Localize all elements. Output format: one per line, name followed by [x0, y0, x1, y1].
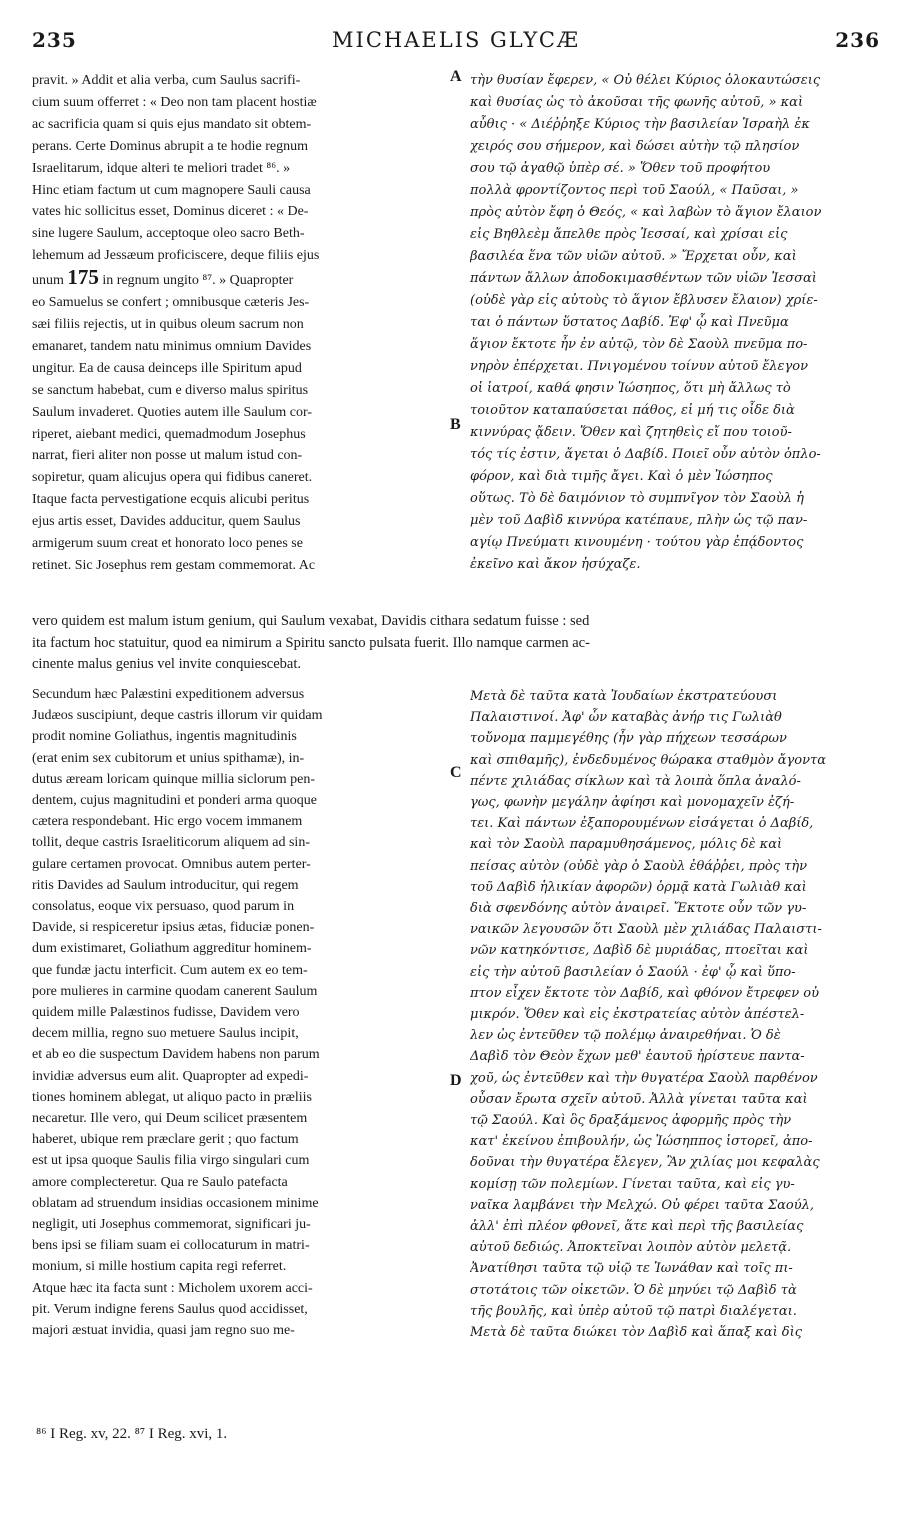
text-line: μικρόν. Ὅθεν καὶ εἰς ἐκστρατείας αὐτὸν ἀπέστελ-: [470, 1007, 805, 1023]
text-line: negligit, uti Josephus commemorat, significari ju-: [32, 1217, 311, 1233]
text-line: Israelitarum, idque alteri te meliori tradet ⁸⁶. »: [32, 160, 291, 176]
text-line: πέντε χιλιάδας σίκλων καὶ τὰ λοιπὰ ὅπλα ἀναλό-: [470, 773, 801, 789]
latin-column-2: [32, 684, 444, 1341]
text-line: τῷ Σαούλ. Καὶ ὃς δραξάμενος ἀφορμῆς πρὸς τὴν: [470, 1113, 792, 1129]
running-title: MICHAELIS GLYCÆ: [332, 28, 580, 52]
text-line: πρὸς αὐτὸν ἔφη ὁ Θεός, « καὶ λαβὼν τὸ ἅγιον ἔλαιον: [470, 205, 822, 220]
text-line: monium, si mille hostium capita regi referret.: [32, 1259, 287, 1275]
text-line: eo Samuelus se confert ; omnibusque cæteris Jes-: [32, 295, 310, 311]
text-line: εἰς τὴν αὐτοῦ βασιλείαν ὁ Σαούλ · ἐφ' ᾧ καὶ ὕπο-: [470, 964, 796, 980]
text-line: πτον εἶχεν ἔκτοτε τὸν Δαβίδ, καὶ φθόνον ἔτρεφεν οὐ: [470, 985, 819, 1001]
latin-column-1-rest: [32, 292, 444, 577]
text-line: νῶν κατηκόντισε, Δαβὶδ δὲ μυριάδας, πτοεῖται καὶ: [470, 943, 809, 959]
text-line: καὶ τὸν Σαοὺλ παραμυθησάμενος, μόλις δὲ καὶ: [470, 837, 783, 853]
text-line: στοτάτοις τῶν οἰκετῶν. Ὁ δὲ μηνύει τῷ Δαβὶδ τὰ: [470, 1282, 797, 1298]
text-line: [32, 267, 444, 292]
margin-marker-d: D: [450, 1072, 462, 1089]
text-line: ται ὁ πάντων ὕστατος Δαβίδ. Ἐφ' ᾧ καὶ Πνεῦμα: [470, 315, 789, 330]
text-line: τῆς βουλῆς, καὶ ὑπὲρ αὐτοῦ τῷ πατρὶ διαλέγεται.: [470, 1303, 797, 1319]
text-line: pravit. » Addit et alia verba, cum Saulus sacrifi-: [32, 73, 301, 88]
page-number-left: 235: [32, 28, 77, 52]
text-line: νηρὸν ἐπέρχεται. Πνιγομένου τοίνυν αὐτοῦ ἔλεγον: [470, 359, 809, 374]
text-fragment: in regnum ungito ⁸⁷. » Quapropter: [102, 273, 294, 289]
text-line: χειρός σου σήμερον, καὶ δώσει αὐτὴν τῷ πλησίον: [470, 139, 800, 154]
text-line: oblatam ad struendum insidias occasionem minime: [32, 1195, 319, 1211]
text-line: αὐτοῦ δεδιώς. Ἀποκτεῖναι λοιπὸν αὐτὸν μελετᾷ.: [470, 1240, 792, 1256]
text-line: dutus æream loricam quinque millia siclorum pen-: [32, 771, 316, 787]
text-line: ἀλλ' ἐπὶ πλέον φθονεῖ, ἅτε καὶ περὶ τῆς βασιλείας: [470, 1219, 804, 1235]
text-line: οἱ ἰατροί, καθά φησιν Ἰώσηπος, ὅτι μὴ ἄλλως τὸ: [470, 381, 791, 396]
text-line: Hinc etiam factum ut cum magnopere Sauli causa: [32, 182, 311, 198]
greek-column-1: [470, 70, 880, 576]
text-line: βασιλέα ἕνα τῶν υἱῶν αὐτοῦ. » Ἔρχεται οὖν, καὶ: [470, 249, 797, 264]
text-line: et ab eo die suspectum Davidem habens non parum: [32, 1047, 320, 1063]
text-line: pore mulieres in carmine quodam canerent Saulum: [32, 983, 318, 999]
text-line: Judæos suscipiunt, deque castris illorum vir quidam: [32, 708, 323, 724]
text-line: armigerum suum creat et honorato loco penes se: [32, 536, 303, 552]
text-fragment: unum: [32, 273, 64, 289]
text-line: δοῦναι τὴν θυγατέρα ἔλεγεν, Ἂν χιλίας μοι κεφαλὰς: [470, 1155, 820, 1171]
text-line: necaretur. Ille vero, qui Deum scilicet præsentem: [32, 1111, 308, 1127]
text-line: gulare certamen provocat. Omnibus autem perter-: [32, 856, 311, 872]
text-line: καὶ σπιθαμῆς), ἐνδεδυμένος θώρακα σταθμὸν ἄγοντα: [470, 752, 827, 768]
text-line: (οὐδὲ γὰρ εἰς αὐτοὺς τὸ ἅγιον ἔβλυσεν ἔλαιον) χρίε-: [470, 293, 818, 308]
text-line: ita factum hoc statuitur, quod ea nimirum a Spiritu sancto pulsata fuerit. Illo namque carmen ac-: [32, 634, 590, 651]
text-line: lehemum ad Jessæum proficiscere, deque filiis ejus: [32, 248, 320, 264]
footnotes: ⁸⁶ I Reg. xv, 22. ⁸⁷ I Reg. xvi, 1.: [36, 1426, 228, 1442]
page-number-right: 236: [835, 28, 880, 52]
text-line: bens ipsi se filiam suam ei collocaturum in matri-: [32, 1238, 310, 1254]
text-line: tiones hominem ablegat, ut aliquo pacto in præliis: [32, 1089, 312, 1105]
text-line: emanaret, tandem natu minimus omnium Davides: [32, 338, 312, 354]
text-line: vero quidem est malum istum genium, qui Saulum vexabat, Davidis cithara sedatum fuisse : sed: [32, 613, 590, 629]
text-line: οὕτως. Τὸ δὲ δαιμόνιον τὸ συμπνῖγον τὸν Σαοὺλ ἡ: [470, 491, 804, 506]
text-line: Μετὰ δὲ ταῦτα διώκει τὸν Δαβὶδ καὶ ἅπαξ καὶ δὶς: [470, 1325, 803, 1341]
text-line: invidiæ adversus eum alit. Quapropter ad expedi-: [32, 1068, 309, 1084]
text-line: τοὔνομα παμμεγέθης (ἦν γὰρ πήχεων τεσσάρων: [470, 731, 787, 747]
text-line: Secundum hæc Palæstini expeditionem adversus: [32, 687, 305, 702]
margin-marker-c: C: [450, 764, 462, 781]
text-line: ejus artis esset, Davides adducitur, quem Saulus: [32, 514, 301, 530]
text-line: quidem mille Palæstinos fudisse, Davidem vero: [32, 1005, 300, 1021]
text-line: διὰ σφενδόνης αὐτὸν ἀναιρεῖ. Ἔκτοτε οὖν τῶν γυ-: [470, 901, 807, 917]
text-line: consolatus, eoque vix persuaso, quod parum in: [32, 899, 295, 915]
greek-column-2: [470, 686, 880, 1343]
text-line: αὖθις · « Διέῤῥηξε Κύριος τὴν βασιλείαν Ἰσραὴλ ἐκ: [470, 117, 810, 132]
text-line: tollit, deque castris Israeliticorum aliquem ad sin-: [32, 835, 310, 851]
latin-column-1: [32, 70, 444, 577]
text-line: ἅγιον ἔκτοτε ἦν ἐν αὐτῷ, τὸν δὲ Σαοὺλ πνεῦμα πο-: [470, 337, 808, 352]
text-line: ναικῶν λεγουσῶν ὅτι Σαοὺλ μὲν χιλιάδας Παλαιστι-: [470, 922, 822, 938]
text-line: est ut ipsa quoque Saulis filia virgo singulari cum: [32, 1153, 310, 1169]
text-line: τός τίς ἐστιν, ἄγεται ὁ Δαβίδ. Ποιεῖ οὖν αὐτὸν ὁπλο-: [470, 447, 821, 462]
text-line: vates hic sollicitus esset, Dominus diceret : « De-: [32, 204, 309, 220]
margin-marker-a: A: [450, 68, 462, 85]
text-line: λεν ὡς ἐντεῦθεν τῷ πολέμῳ ἀναιρεθήναι. Ὁ δὲ: [470, 1028, 781, 1044]
text-line: riperet, aiebant medici, quemadmodum Josephus: [32, 426, 306, 442]
text-line: Ἀνατίθησι ταῦτα τῷ υἱῷ τε Ἰωνάθαν καὶ τοῖς πι-: [470, 1261, 793, 1277]
text-line: τὴν θυσίαν ἔφερεν, « Οὐ θέλει Κύριος ὁλοκαυτώσεις: [470, 73, 821, 88]
text-line: sæi filiis rejectis, ut in quibus oleum sacrum non: [32, 316, 304, 332]
text-line: κιννύρας ᾄδειν. Ὅθεν καὶ ζητηθεὶς εἴ που τοιοῦ-: [470, 425, 792, 440]
text-line: sopiretur, quam alicujus opera qui fidibus caneret.: [32, 470, 313, 486]
text-line: (erat enim sex cubitorum et unius spithamæ), in-: [32, 750, 305, 766]
text-line: pit. Verum indigne ferens Saulus quod accidisset,: [32, 1301, 308, 1317]
text-line: haberet, ubique rem præclare gerit ; quo factum: [32, 1132, 299, 1148]
text-line: retinet. Sic Josephus rem gestam commemorat. Ac: [32, 557, 316, 573]
text-line: καὶ θυσίας ὡς τὸ ἀκοῦσαι τῆς φωνῆς αὐτοῦ, » καὶ: [470, 95, 804, 110]
text-line: κομίσῃ τῶν πολεμίων. Γίνεται ταῦτα, καὶ εἰς γυ-: [470, 1176, 795, 1192]
text-line: dentem, cujus magnitudini et ponderi arma quoque: [32, 793, 317, 809]
text-line: ac sacrificia quam si quis ejus mandato sit obtem-: [32, 116, 312, 132]
text-line: Atque hæc ita facta sunt : Micholem uxorem acci-: [32, 1280, 313, 1296]
page-header: [32, 28, 880, 58]
text-line: dum existimaret, Goliathum aggreditur hominem-: [32, 941, 312, 957]
text-line: φόρον, καὶ διὰ τιμῆς ἄγει. Καὶ ὁ μὲν Ἰώσηπος: [470, 469, 773, 484]
text-line: Δαβὶδ τὸν Θεὸν ἔχων μεθ' ἑαυτοῦ ἠρίστευε παντα-: [470, 1049, 805, 1065]
text-line: que fundæ jactu interficit. Cum autem ex eo tem-: [32, 962, 308, 978]
text-line: cinente malus genius vel invite conquiescebat.: [32, 656, 301, 672]
text-line: πάντων ἄλλων ἀποδοκιμασθέντων τῶν υἱῶν Ἰεσσαὶ: [470, 271, 817, 286]
text-line: cætera respondebant. Hic ergo vocem immanem: [32, 814, 303, 830]
text-line: ἐκεῖνο καὶ ἄκον ἡσύχαζε.: [470, 557, 641, 572]
text-line: majori æstuat invidia, quasi jam regno suo me-: [32, 1323, 295, 1339]
column-number: 175: [67, 267, 99, 290]
text-line: Davide, si respiceretur ipsius ætas, fiduciæ ponen-: [32, 920, 315, 936]
text-line: χοῦ, ὡς ἐντεῦθεν καὶ τὴν θυγατέρα Σαοὺλ παρθένον: [470, 1070, 818, 1086]
text-line: κατ' ἐκείνου ἐπιβουλήν, ὡς Ἰώσηππος ἱστορεῖ, ἀπο-: [470, 1134, 813, 1150]
margin-marker-b: B: [450, 416, 461, 433]
text-line: μὲν τοῦ Δαβὶδ κιννύρα κατέπαυε, πλὴν ὡς τῷ παν-: [470, 513, 808, 528]
text-line: Itaque facta pervestigatione ecquis alicubi peritus: [32, 492, 310, 508]
text-line: decem millia, regno suo metuere Saulus incipit,: [32, 1026, 299, 1042]
text-line: perans. Certe Dominus abrupit a te hodie regnum: [32, 138, 309, 154]
text-line: πείσας αὐτὸν (οὐδὲ γὰρ ὁ Σαοὺλ ἐθάῤῥει, πρὸς τὴν: [470, 858, 808, 874]
text-line: Παλαιστινοί. Ἀφ' ὧν καταβὰς ἀνήρ τις Γωλιὰθ: [470, 710, 782, 726]
text-line: Μετὰ δὲ ταῦτα κατὰ Ἰουδαίων ἐκστρατεύουσι: [470, 689, 778, 704]
text-line: sine lugere Saulum, acceptoque oleo sacro Beth-: [32, 226, 305, 242]
text-line: ungitur. Ea de causa deinceps ille Spiritum apud: [32, 360, 302, 376]
text-line: amore complecteretur. Qua re Saulo patefacta: [32, 1174, 288, 1190]
text-line: οὖσαν ἔρωτα σχεῖν αὐτοῦ. Ἀλλὰ γίνεται ταῦτα καὶ: [470, 1091, 808, 1107]
text-line: αγίῳ Πνεύματι κινουμένη · τούτου γὰρ ἐπᾴδοντος: [470, 535, 804, 550]
text-line: Saulum invaderet. Quoties autem ille Saulum cor-: [32, 404, 313, 420]
text-line: εἰς Βηθλεὲμ ἄπελθε πρὸς Ἰεσσαί, καὶ χρίσαι εἰς: [470, 227, 788, 242]
full-width-latin-block: [32, 611, 880, 676]
text-line: τοῦ Δαβὶδ ἡλικίαν ἀφορῶν) ὁρμᾷ κατὰ Γωλιὰθ καὶ: [470, 879, 807, 895]
text-line: πολλὰ φροντίζοντος περὶ τοῦ Σαούλ, « Παῦσαι, »: [470, 183, 799, 198]
text-line: ritis Davides ad Saulum introducitur, qui regem: [32, 877, 299, 893]
text-line: τει. Καὶ πάντων ἐξαπορουμένων εἰσάγεται ὁ Δαβίδ,: [470, 816, 814, 832]
text-line: narrat, fieri aliter non posse ut malum istud con-: [32, 448, 303, 464]
text-line: se sanctum habebat, cum e diverso malus spiritus: [32, 382, 309, 398]
text-line: τοιοῦτον καταπαύσεται πάθος, εἰ μή τις οἶδε διὰ: [470, 403, 795, 418]
text-line: γως, φωνὴν μεγάλην ἀφίησι καὶ μονομαχεῖν ἐζή-: [470, 795, 795, 811]
latin-column-1-top: [32, 70, 444, 267]
text-line: cium suum offerret : « Deo non tam placent hostiæ: [32, 94, 317, 110]
text-line: σου τῷ ἀγαθῷ ὑπὲρ σέ. » Ὅθεν τοῦ προφήτου: [470, 161, 771, 176]
text-line: ναῖκα λαμβάνει τὴν Μελχώ. Οὐ φέρει ταῦτα Σαούλ,: [470, 1197, 815, 1213]
text-line: prodit nomine Goliathus, ingentis magnitudinis: [32, 729, 297, 745]
